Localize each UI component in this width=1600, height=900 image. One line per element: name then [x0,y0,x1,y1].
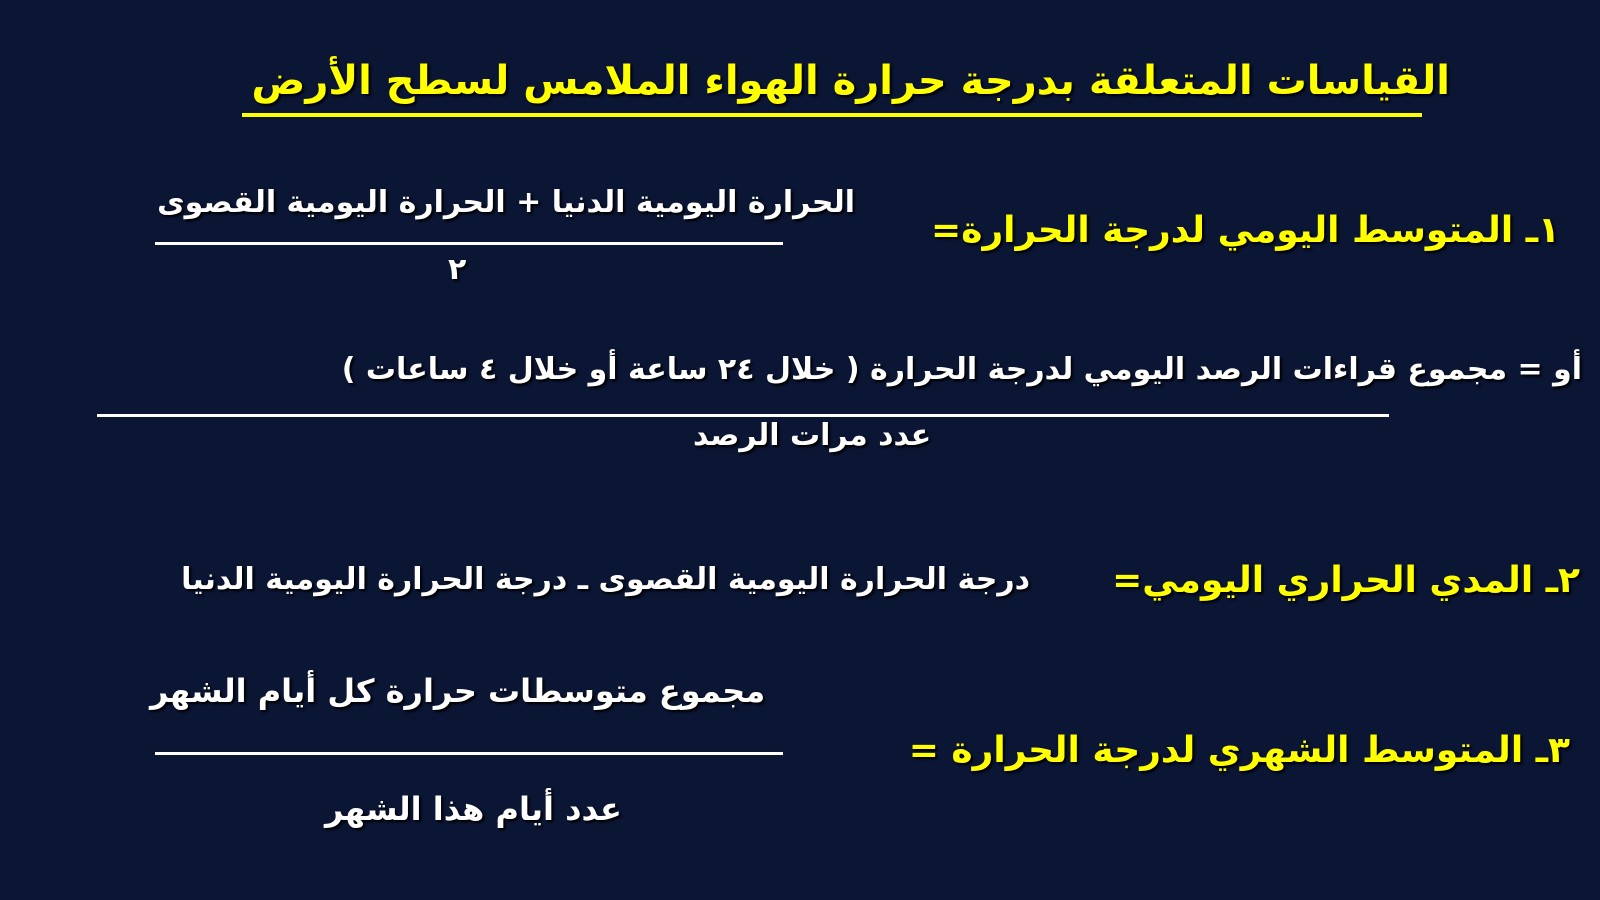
monthly-mean-label: ٣ـ المتوسط الشهري لدرجة الحرارة = [908,730,1570,771]
alternative-mean-fraction-bar [97,414,1389,417]
alternative-mean-numerator: أو = مجموع قراءات الرصد اليومي لدرجة الحرارة ( خلال ٢٤ ساعة أو خلال ٤ ساعات ) [341,352,1582,387]
daily-mean-numerator: الحرارة اليومية الدنيا + الحرارة اليومية القصوى [157,185,855,220]
monthly-mean-numerator: مجموع متوسطات حرارة كل أيام الشهر [150,672,766,710]
daily-range-label: ٢ـ المدي الحراري اليومي= [1112,560,1580,601]
monthly-mean-fraction-bar [155,752,783,755]
daily-range-definition: درجة الحرارة اليومية القصوى ـ درجة الحرارة اليومية الدنيا [181,562,1030,597]
monthly-mean-denominator: عدد أيام هذا الشهر [325,790,622,828]
alternative-mean-denominator: عدد مرات الرصد [693,418,932,453]
daily-mean-label: ١ـ المتوسط اليومي لدرجة الحرارة= [931,210,1560,251]
title-underline [242,113,1422,117]
daily-mean-denominator: ٢ [448,252,467,287]
daily-mean-fraction-bar [155,242,783,245]
slide-title: القياسات المتعلقة بدرجة حرارة الهواء الملامس لسطح الأرض [251,58,1450,104]
